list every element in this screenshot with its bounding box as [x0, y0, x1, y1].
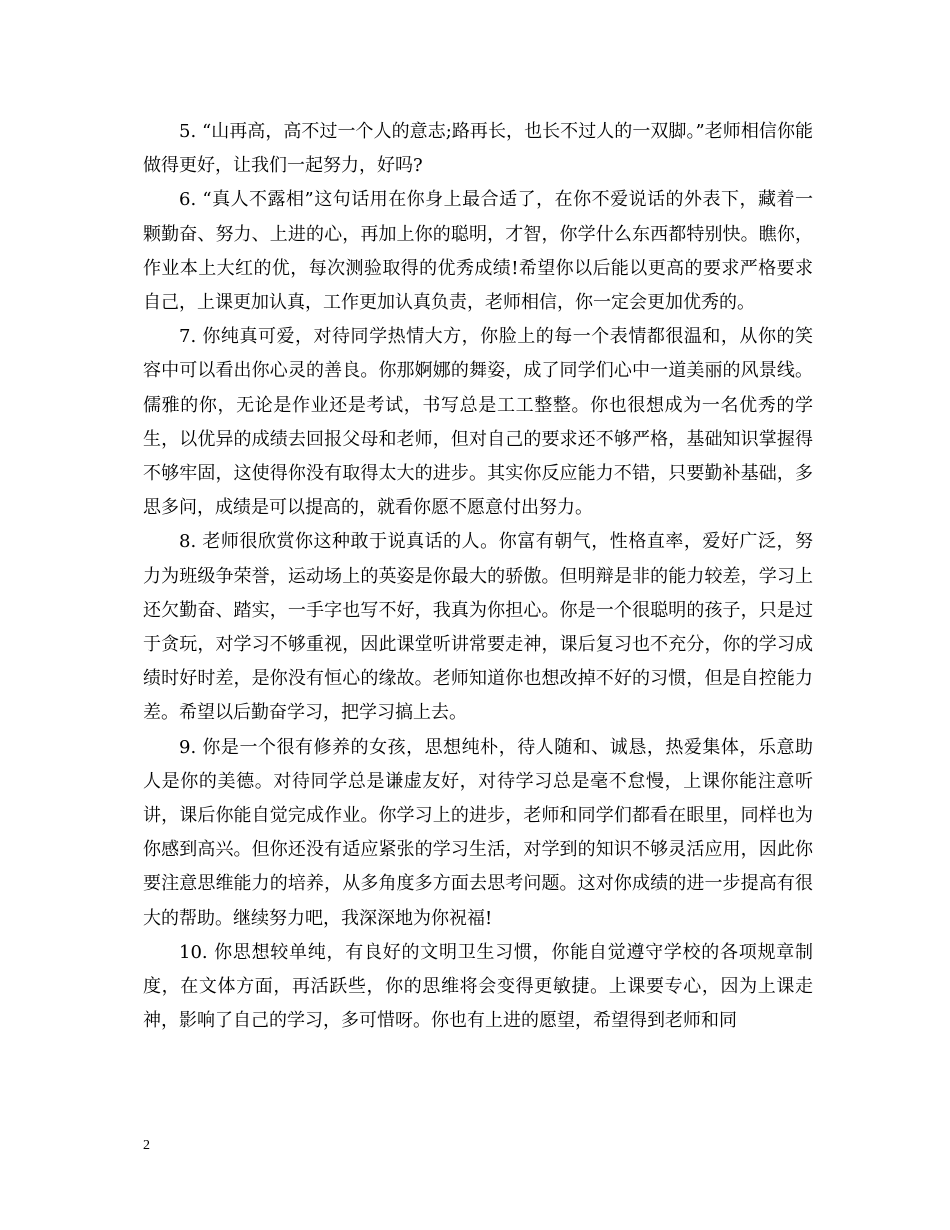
comment-paragraph-8: 8. 老师很欣赏你这种敢于说真话的人。你富有朝气，性格直率，爱好广泛，努力为班级争荣誉，运动场上的英姿是你最大的骄傲。但明辩是非的能力较差，学习上还欠勤奋、踏实，一手字也写不好，我真为你担心。你是一个很聪明的孩子，只是过于贪玩，对学习不够重视，因此课堂听讲常要走神，课后复习也不充分，你的学习成绩时好时差，是你没有恒心的缘故。老师知道你也想改掉不好的习惯，但是自控能力差。希望以后勤奋学习，把学习搞上去。	[143, 531, 813, 724]
comment-paragraph-5: 5. “山再高，高不过一个人的意志;路再长，也长不过人的一双脚。”老师相信你能做得更好，让我们一起努力，好吗?	[143, 121, 813, 177]
comment-paragraph-10: 10. 你思想较单纯，有良好的文明卫生习惯，你能自觉遵守学校的各项规章制度，在文体方面，再活跃些，你的思维将会变得更敏捷。上课要专心，因为上课走神，影响了自己的学习，多可惜呀。你也有上进的愿望，希望得到老师和同	[143, 941, 813, 1032]
document-body	[143, 115, 813, 1038]
comment-paragraph-9: 9. 你是一个很有修养的女孩，思想纯朴，待人随和、诚恳，热爱集体，乐意助人是你的美德。对待同学总是谦虚友好，对待学习总是毫不怠慢，上课你能注意听讲，课后你能自觉完成作业。你学习上的进步，老师和同学们都看在眼里，同样也为你感到高兴。但你还没有适应紧张的学习生活，对学到的知识不够灵活应用，因此你要注意思维能力的培养，从多角度多方面去思考问题。这对你成绩的进一步提高有很大的帮助。继续努力吧，我深深地为你祝福!	[143, 736, 813, 929]
page-number: 2	[143, 1138, 150, 1153]
comment-paragraph-7: 7. 你纯真可爱，对待同学热情大方，你脸上的每一个表情都很温和，从你的笑容中可以看出你心灵的善良。你那婀娜的舞姿，成了同学们心中一道美丽的风景线。儒雅的你，无论是作业还是考试，书写总是工工整整。你也很想成为一名优秀的学生，以优异的成绩去回报父母和老师，但对自己的要求还不够严格，基础知识掌握得不够牢固，这使得你没有取得太大的进步。其实你反应能力不错，只要勤补基础，多思多问，成绩是可以提高的，就看你愿不愿意付出努力。	[143, 326, 813, 519]
comment-paragraph-6: 6. “真人不露相”这句话用在你身上最合适了，在你不爱说话的外表下，藏着一颗勤奋、努力、上进的心，再加上你的聪明，才智，你学什么东西都特别快。瞧你，作业本上大红的优，每次测验取得的优秀成绩!希望你以后能以更高的要求严格要求自己，上课更加认真，工作更加认真负责，老师相信，你一定会更加优秀的。	[143, 189, 813, 314]
